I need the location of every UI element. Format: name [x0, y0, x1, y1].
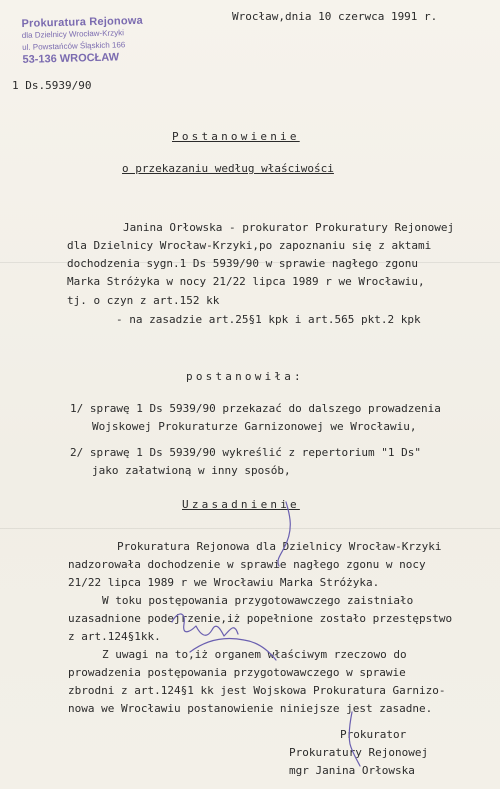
- decision-line: 1/ sprawę 1 Ds 5939/90 przekazać do dalszego prowadzenia: [70, 402, 441, 415]
- signature-name: mgr Janina Orłowska: [289, 764, 415, 777]
- stamp-line: ul. Powstańców Śląskich 166: [22, 40, 126, 52]
- place-date: Wrocław,dnia 10 czerwca 1991 r.: [232, 10, 438, 23]
- intro-line: Janina Orłowska - prokurator Prokuratury Rejonowej: [123, 221, 455, 234]
- intro-line: dla Dzielnicy Wrocław-Krzyki,po zapoznaniu się z aktami: [67, 239, 432, 252]
- reasons-line: uzasadnione podejrzenie,iż popełnione zostało przestępstwo: [68, 612, 453, 625]
- reasons-line: zbrodni z art.124§1 kk jest Wojskowa Prokuratura Garnizo-: [68, 684, 446, 697]
- decision-line: 2/ sprawę 1 Ds 5939/90 wykreślić z repertorium "1 Ds": [70, 446, 421, 459]
- intro-line: - na zasadzie art.25§1 kpk i art.565 pkt.2 kpk: [116, 313, 421, 326]
- reasons-line: nowa we Wrocławiu postanowienie niniejsze jest zasadne.: [68, 702, 433, 715]
- document-subtitle: o przekazaniu według właściwości: [122, 162, 334, 175]
- reasons-heading: Uzasadnienie: [182, 498, 300, 511]
- stamp-line: dla Dzielnicy Wrocław-Krzyki: [21, 28, 125, 40]
- intro-line: Marka Stróżyka w nocy 21/22 lipca 1989 r we Wrocławiu,: [67, 275, 425, 288]
- intro-line: tj. o czyn z art.152 kk: [67, 294, 220, 307]
- reasons-line: nadzorowała dochodzenie w sprawie nagłego zgonu w nocy: [68, 558, 426, 571]
- document-title: Postanowienie: [172, 130, 300, 143]
- decision-heading: postanowiła:: [186, 370, 304, 383]
- signature-title: Prokurator: [340, 728, 407, 741]
- case-number: 1 Ds.5939/90: [12, 79, 92, 92]
- reasons-line: z art.124§1kk.: [68, 630, 161, 643]
- reasons-line: prowadzenia postępowania przygotowawczego w sprawie: [68, 666, 406, 679]
- stamp-line: 53-136 WROCŁAW: [22, 51, 120, 66]
- decision-line: Wojskowej Prokuraturze Garnizonowej we Wrocławiu,: [92, 420, 417, 433]
- decision-line: jako załatwioną w inny sposób,: [92, 464, 291, 477]
- signature-office: Prokuratury Rejonowej: [289, 746, 429, 759]
- stamp-line: Prokuratura Rejonowa: [21, 14, 144, 30]
- reasons-line: W toku postępowania przygotowawczego zaistniało: [102, 594, 414, 607]
- reasons-line: 21/22 lipca 1989 r we Wrocławiu Marka Stróżyka.: [68, 576, 380, 589]
- reasons-line: Prokuratura Rejonowa dla Dzielnicy Wrocław-Krzyki: [117, 540, 442, 553]
- reasons-line: Z uwagi na to,iż organem właściwym rzeczowo do: [102, 648, 407, 661]
- intro-line: dochodzenia sygn.1 Ds 5939/90 w sprawie nagłego zgonu: [67, 257, 418, 270]
